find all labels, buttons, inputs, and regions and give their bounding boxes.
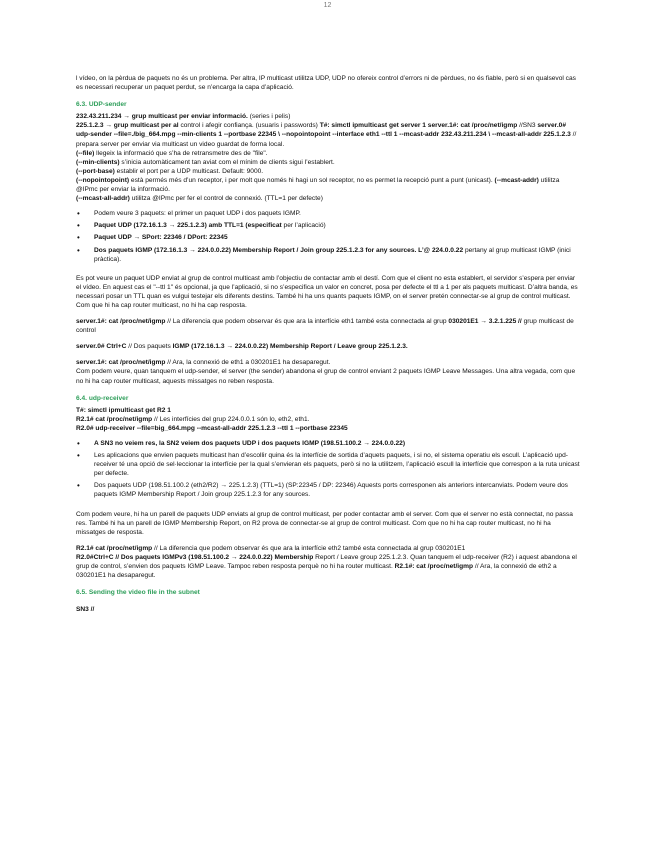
list-item: • Paquet UDP → SPort: 22346 / DPort: 22345 [94, 233, 580, 242]
section-heading-udp-sender: 6.3. UDP-sender [76, 101, 127, 109]
option-nopointopoint: (--nopointopoint) està permés més d’un receptor, i per molt que només hi hagi un sol receptor, no es permet la recepció punt a punt (unicast). (--mcast-addr) utilitza @IPmc per enviar la informació. [76, 176, 560, 194]
option-min-clients: (--min-clients) s’inicia automàticament tan aviat com el mínim de clients sigui l’establert. [76, 158, 335, 166]
receiver-line-1: T#: simctl ipmulticast get R2 1 [76, 406, 171, 414]
sender-block [76, 112, 580, 203]
sender-bullet-list [76, 209, 580, 263]
option-file: (--file) llegeix la informació que s’ha de retransmetre des de "file". [76, 149, 268, 157]
list-item: • Paquet UDP (172.16.1.3 → 225.1.2.3) amb TTL=1 (especificat per l’aplicació) [94, 221, 580, 230]
sender-paragraph-2: server.1#: cat /proc/net/igmp // La diferencia que podem observar és que ara la interfície eth1 també esta connectada al grup 030201E1 → 3.2.1.225 // grup multicast de control [76, 318, 574, 335]
list-item: • Dos paquets IGMP (172.16.1.3 → 224.0.0.22) Membership Report / Join group 225.1.2.3 for any sources. L’@ 224.0.0.22 pertany al grup multicast IGMP (inici pràctica). [94, 246, 580, 264]
receiver-line-3: R2.0# udp-receiver --file=big_664.mpg --mcast-all-addr 225.1.2.3 --ttl 1 --portbase 22345 [76, 424, 348, 432]
sender-line-2: 225.1.2.3 → grup multicast per al control i afegir confiança. (usuaris i passwords) T#: simctl ipmulticast get server 1 server.1#: cat /proc/net/igmp //SN3 server.0# udp-sender --file=./big_664.mpg --min-clients 1 --portbase 22345 \ --nopointopoint --interface eth1 --ttl 1 --mcast-addr 232.43.211.234 \ --mcast-all-addr 225.1.2.3 // prepara server per enviar via multicast un video guardat de forma local. [76, 122, 577, 148]
sender-paragraph-1: Es pot veure un paquet UDP enviat al grup de control multicast amb l’objectiu de contactar amb el destí. Com que el client no esta establert, el servidor s’espera per enviar el vídeo. En aquest cas el "--ttl 1" és opcional, ja que l’aplicació, si no s’especifica un valor en concret, posa per defecte el ttl a 1 per als paquets multicast. D’altra banda, es necessari posar un TTL quan es vulgui testejar els diferents destins. També hi ha uns quants paquets IGMP, on el server pretén connectar-se al grup de control multicast. Com que hi ha cap router multicast, no hi ha cap resposta. [76, 274, 578, 309]
list-item: • Dos paquets UDP (198.51.100.2 (eth2/R2) → 225.1.2.3) (TTL=1) (SP:22345 / DP: 22346) Aquests ports corresponen als anteriors intercanviats. Podem veure dos paquets IGMP Membership Report / Join group 225.1.2.3 for any sources. [94, 481, 580, 499]
sender-paragraph-4: server.1#: cat /proc/net/igmp // Ara, la connexió de eth1 a 030201E1 ha desaparegut. Com podem veure, quan tanquem el udp-sender, el server (the sender) abandona el grup de control enviant 2 paquets IGMP Leave Messages. Una altra vegada, com que no hi ha cap router multicast, aquests missatges no reben resposta. [76, 359, 576, 385]
option-port-base: (--port-base) establir el port per a UDP multicast. Default: 9000. [76, 167, 264, 175]
page-number: 12 [323, 2, 332, 9]
sending-line-1: SN3 // [76, 606, 95, 614]
list-item: • A SN3 no veiem res, la SN2 veiem dos paquets UDP i dos paquets IGMP (198.51.100.2 → 224.0.0.22) [94, 439, 580, 448]
receiver-paragraph-2: R2.1# cat /proc/net/igmp // La diferencia que podem observar és que ara la interfície eth2 també esta connectada al grup 030201E1 [76, 544, 466, 552]
document-body [76, 74, 580, 614]
intro-paragraph: l vídeo, on la pèrdua de paquets no és un problema. Per altra, IP multicast utilitza UDP, UDP no ofereix control d’errors ni de pèrdues, no és fiable, però si en qualsevol cas es necessari recuperar un paquet perdut, se n’encarga la capa d’aplicació. [76, 75, 576, 92]
receiver-paragraph-3: R2.0#Ctrl+C // Dos paquets IGMPv3 (198.51.100.2 → 224.0.0.22) Membership Report / Leave group 225.1.2.3. Quan tanquem el udp-receiver (R2) i aquest abandona el grup de control, s’envien dos paquets IGMP Leave. Tampoc reben resposta perquè no hi ha router multicast. R2.1#: cat /proc/net/igmp // Ara, la connexió de eth2 a 030201E1 ha desaparegut. [76, 553, 577, 580]
sender-line-1: 232.43.211.234 → grup multicast per enviar informació. (series i pelis) [76, 113, 291, 121]
receiver-paragraph-1: Com podem veure, hi ha un parell de paquets UDP enviats al grup de control multicast, per poder contactar amb el server. Com que el server no està connectat, no passa res. També hi ha un parell de IGMP Membership Report, on R2 prova de connectar-se al grup de control multicast. Com que no hi ha cap router multicast, no hi ha missatges de resposta. [76, 510, 573, 536]
section-heading-sending-video: 6.5. Sending the video file in the subnet [76, 589, 200, 597]
list-item: • Podem veure 3 paquets: el primer un paquet UDP i dos paquets IGMP. [94, 209, 580, 218]
option-mcast-all-addr: (--mcast-all-addr) utilitza @IPmc per fer el control de connexió. (TTL=1 per defecte) [76, 195, 323, 203]
receiver-block [76, 406, 580, 433]
section-heading-udp-receiver: 6.4. udp-receiver [76, 394, 129, 402]
list-item: • Les aplicacions que envien paquets multicast han d’escollir quina és la interfície de sortida d’aquets paquets, i si no, el sistema operatiu els escull. L’aplicació upd-receiver té una opció de sel·leccionar la interfície per la qual s’envieran els paquets, però si no la utilitzem, l’aplicació escull la interfície que correspon a la ruta unicast per defecte. [94, 451, 580, 478]
sender-paragraph-3: server.0# Ctrl+C // Dos paquets IGMP (172.16.1.3 → 224.0.0.22) Membership Report / Leave group 225.1.2.3. [76, 343, 408, 351]
receiver-line-2: R2.1# cat /proc/net/igmp // Les interfícies del grup 224.0.0.1 són lo, eth2, eth1. [76, 415, 310, 423]
receiver-bullet-list [76, 439, 580, 500]
